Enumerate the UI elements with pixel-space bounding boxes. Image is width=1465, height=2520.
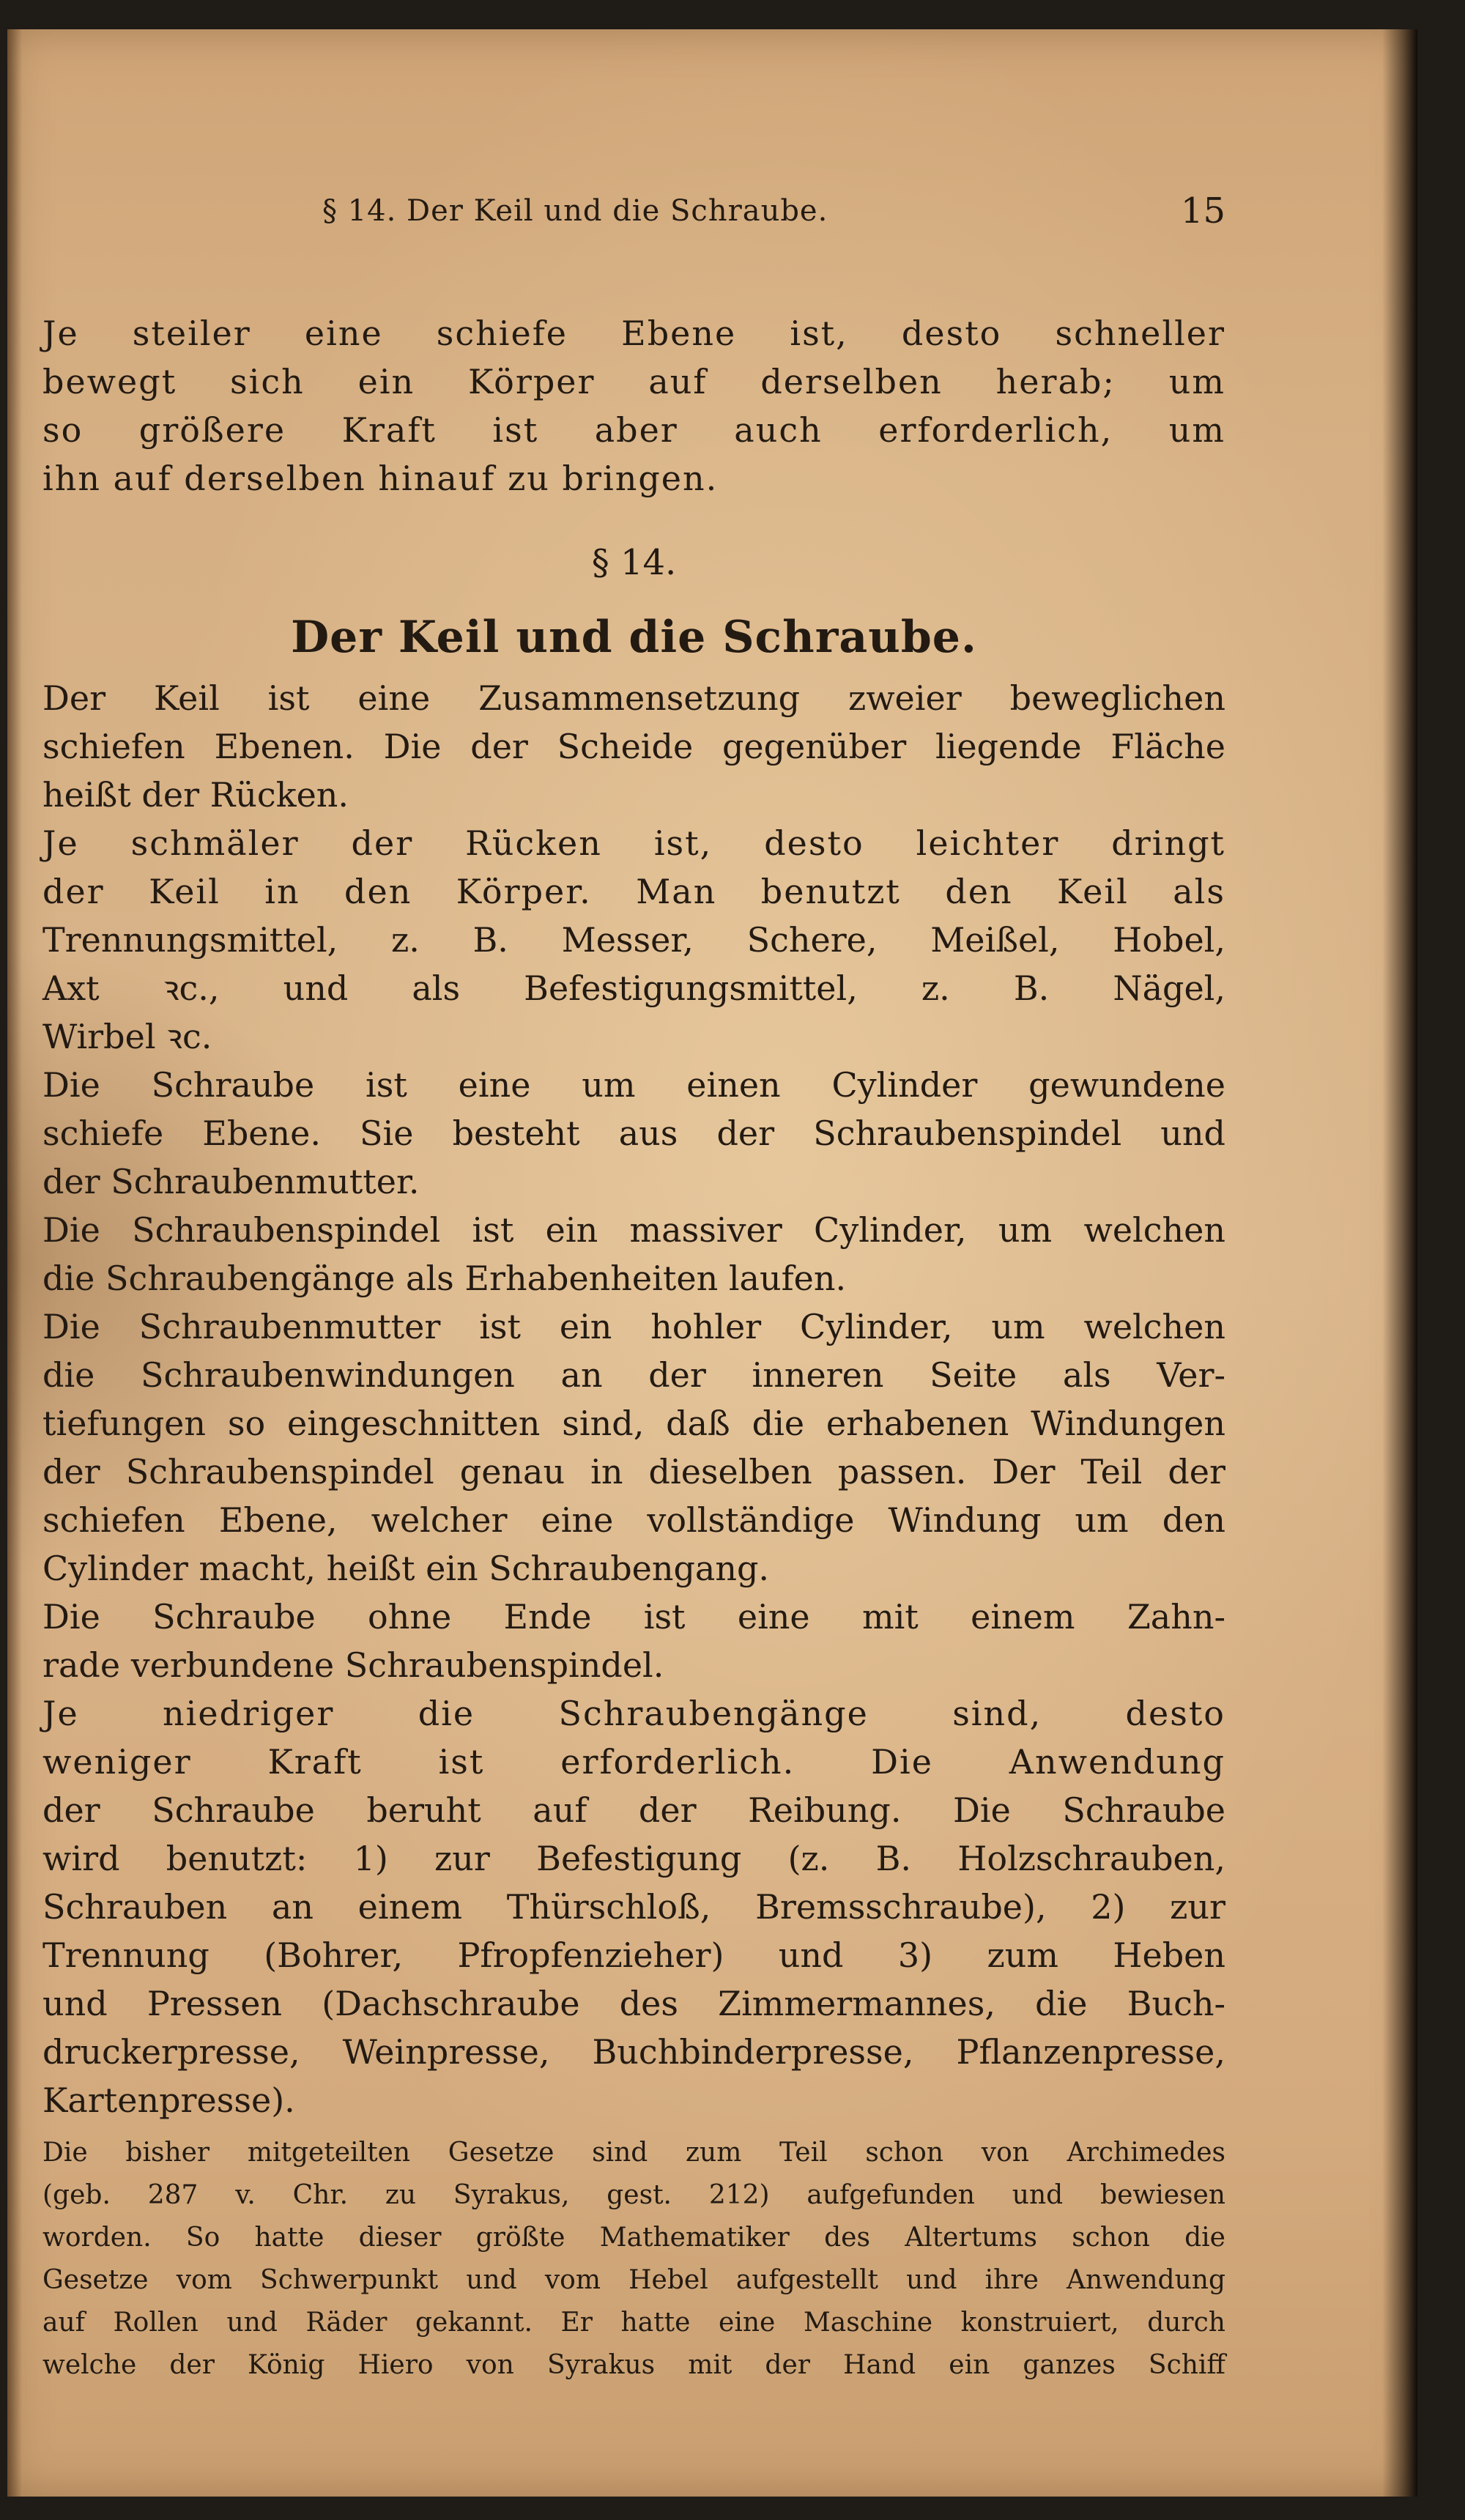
body-line: heißt der Rücken. [42,775,349,815]
body-line: Axt ꝛc., und als Befestigungsmittel, z. B. Nägel, [42,968,1225,1008]
section-title: Der Keil und die Schraube. [291,612,977,663]
body-line: der Keil in den Körper. Man benutzt den Keil als [42,872,1225,911]
footnote-line: worden. So hatte dieser größte Mathematiker des Altertums schon die [42,2223,1225,2253]
body-line: Die Schraube ohne Ende ist eine mit einem Zahn- [42,1597,1225,1637]
body-line: Je schmäler der Rücken ist, desto leichter dringt [42,823,1225,863]
body-line: Trennungsmittel, z. B. Messer, Schere, Meißel, Hobel, [42,920,1225,960]
running-title: § 14. Der Keil und die Schraube. [322,194,828,228]
body-line: Die Schraubenspindel ist ein massiver Cylinder, um welchen [42,1210,1225,1250]
body-line: druckerpresse, Weinpresse, Buchbinderpresse, Pflanzenpresse, [42,2032,1225,2072]
body-line: rade verbundene Schraubenspindel. [42,1645,664,1685]
book-page [7,29,1417,2497]
body-line: der Schraube beruht auf der Reibung. Die Schraube [42,1790,1225,1830]
page-left-edge [7,29,22,2497]
body-line: schiefen Ebenen. Die der Scheide gegenüber liegende Fläche [42,727,1225,766]
body-line: die Schraubengänge als Erhabenheiten laufen. [42,1259,847,1298]
footnote-line: Gesetze vom Schwerpunkt und vom Hebel aufgestellt und ihre Anwendung [42,2265,1225,2295]
body-line: schiefen Ebene, welcher eine vollständige Windung um den [42,1500,1225,1540]
footnote-line: Die bisher mitgeteilten Gesetze sind zum Teil schon von Archimedes [42,2138,1225,2168]
intro-line: ihn auf derselben hinauf zu bringen. [42,459,719,498]
intro-line: bewegt sich ein Körper auf derselben herab; um [42,362,1225,401]
running-header [42,182,1225,240]
body-line: schiefe Ebene. Sie besteht aus der Schraubenspindel und [42,1113,1225,1153]
body-line: weniger Kraft ist erforderlich. Die Anwendung [42,1742,1225,1782]
page-number: 15 [1180,190,1225,231]
intro-line: Je steiler eine schiefe Ebene ist, desto schneller [42,314,1225,353]
body-line: wird benutzt: 1) zur Befestigung (z. B. Holzschrauben, [42,1839,1225,1878]
footnote-line: auf Rollen und Räder gekannt. Er hatte eine Maschine konstruiert, durch [42,2308,1225,2338]
body-line: der Schraubenmutter. [42,1162,420,1201]
body-line: tiefungen so eingeschnitten sind, daß die erhabenen Windungen [42,1404,1225,1443]
body-line: Trennung (Bohrer, Pfropfenzieher) und 3) zum Heben [42,1935,1225,1975]
body-line: Die Schraube ist eine um einen Cylinder gewundene [42,1065,1225,1105]
body-line: Je niedriger die Schraubengänge sind, desto [42,1694,1225,1733]
footnote-line: welche der König Hiero von Syrakus mit der Hand ein ganzes Schiff [42,2350,1225,2380]
book-binding-shadow [1382,29,1417,2497]
body-line: und Pressen (Dachschraube des Zimmermannes, die Buch- [42,1984,1225,2023]
body-line: Schrauben an einem Thürschloß, Bremsschraube), 2) zur [42,1887,1225,1927]
body-line: die Schraubenwindungen an der inneren Seite als Ver- [42,1355,1225,1395]
body-line: der Schraubenspindel genau in dieselben passen. Der Teil der [42,1452,1225,1491]
body-line: Cylinder macht, heißt ein Schraubengang. [42,1549,770,1588]
body-line: Der Keil ist eine Zusammensetzung zweier beweglichen [42,678,1225,718]
body-line: Wirbel ꝛc. [42,1017,212,1056]
section-number: § 14. [591,542,677,583]
body-line: Kartenpresse). [42,2080,295,2120]
footnote-line: (geb. 287 v. Chr. zu Syrakus, gest. 212) aufgefunden und bewiesen [42,2180,1225,2210]
intro-line: so größere Kraft ist aber auch erforderlich, um [42,410,1225,450]
body-line: Die Schraubenmutter ist ein hohler Cylinder, um welchen [42,1307,1225,1346]
